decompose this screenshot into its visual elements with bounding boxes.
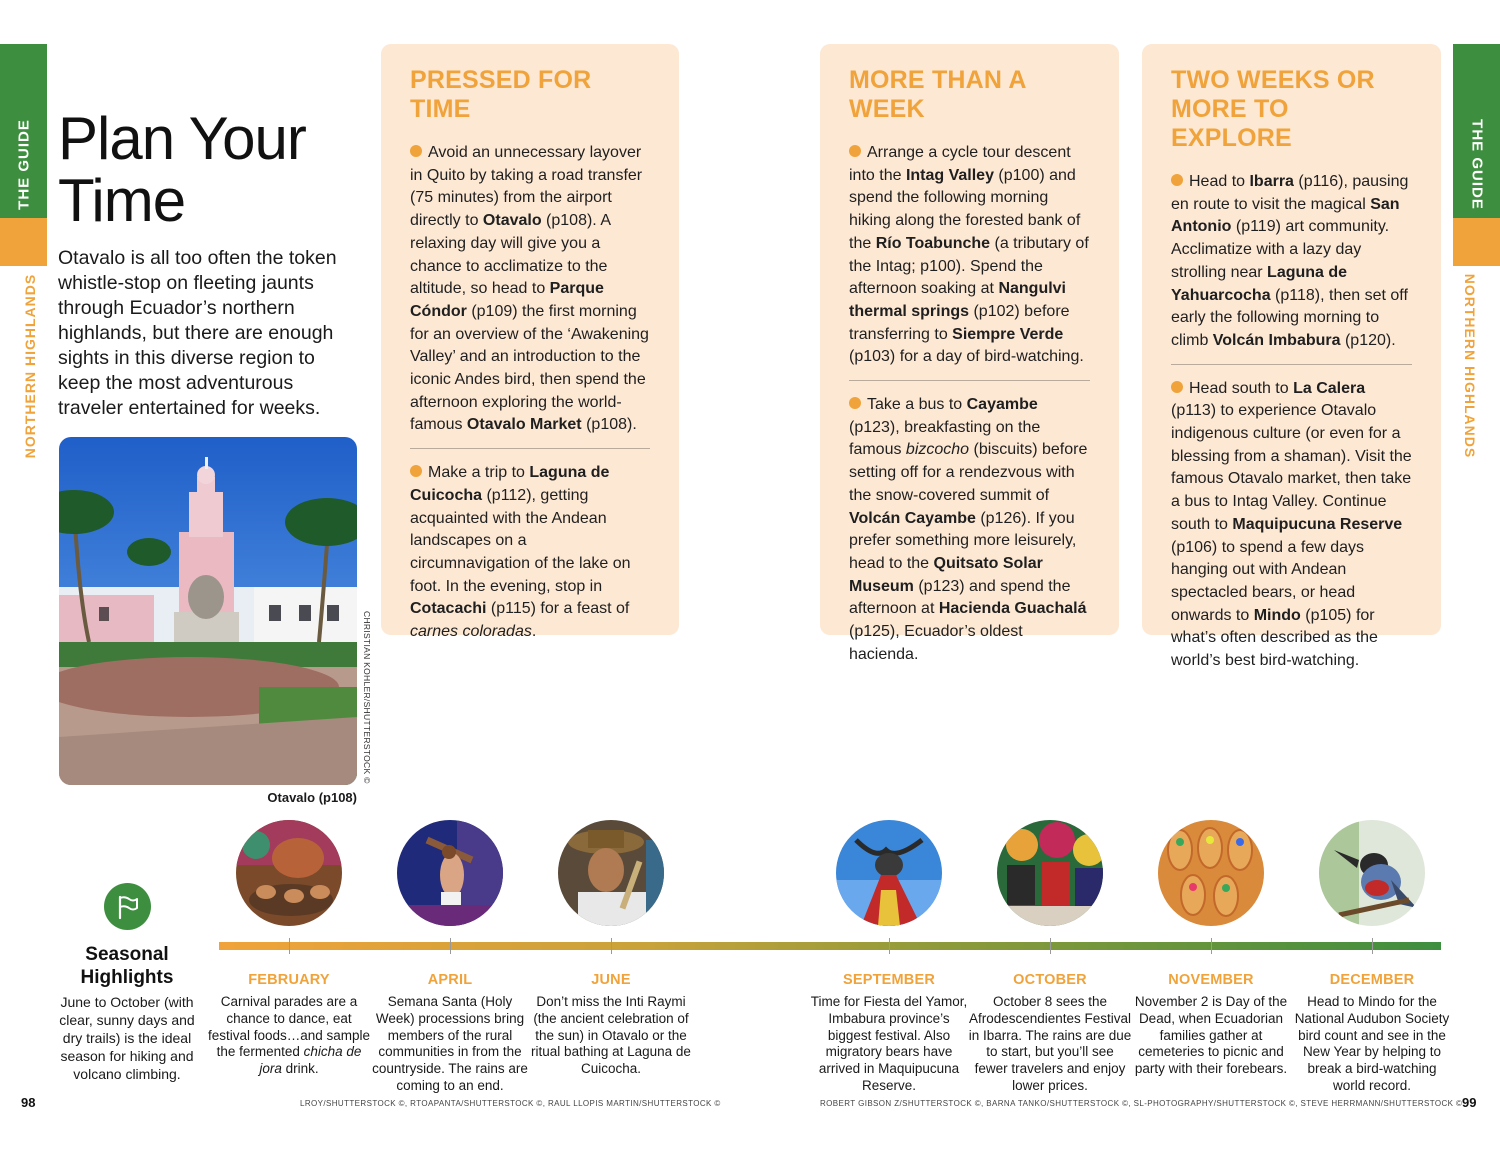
month-text bbox=[207, 994, 371, 1078]
bullet-dot bbox=[1171, 381, 1183, 393]
plaza-church-photo bbox=[59, 437, 357, 785]
text-run: Don’t miss the Inti Raymi (the ancient celebration of the sun) in Otavalo or the ritual bathing at Laguna de Cuicocha. bbox=[531, 994, 691, 1077]
text-run: Head to Mindo for the National Audubon Society bird count and see in the New Year by helping to break a bird-watching world record. bbox=[1294, 994, 1450, 1093]
text-run: (p109) the first morning for an overview of the ‘Awakening Valley’ and an introduction to the iconic Andes bird, then spend the afternoon exploring the world-famous bbox=[410, 302, 649, 434]
text-run: (p125), Ecuador’s oldest hacienda. bbox=[849, 623, 1023, 663]
photo-credit: CHRISTIAN KOHLER/SHUTTERSTOCK © bbox=[362, 611, 372, 784]
text-run: Carnival parades are a chance to dance, eat festival foods…and sample the fermented bbox=[207, 994, 371, 1060]
flag-icon bbox=[104, 883, 151, 930]
seasonal-title bbox=[62, 943, 192, 989]
place-name: Hacienda Guachalá bbox=[938, 600, 1087, 618]
itinerary-title: PRESSED FOR TIME bbox=[410, 66, 592, 123]
place-name: Río Toabunche bbox=[875, 234, 991, 252]
text-run: (p106) to spend a few days hanging out with Andean spectacled bears, or head onwards to bbox=[1171, 538, 1365, 624]
text-run: Head south to bbox=[1189, 379, 1294, 397]
text-run: (p119) art community. Acclimatize with a lazy day strolling near bbox=[1171, 218, 1390, 281]
text-run: (p102) before transferring to bbox=[849, 302, 1070, 343]
itinerary-box-two-weeks bbox=[1142, 44, 1441, 670]
bullet-dot bbox=[849, 145, 861, 157]
month-text bbox=[1290, 994, 1454, 1095]
toucan-bird-photo bbox=[1319, 820, 1425, 926]
text-run: Arrange a cycle tour descent into the bbox=[849, 144, 1071, 184]
guaguas-bread-photo bbox=[1158, 820, 1264, 926]
divider bbox=[849, 380, 1090, 381]
timeline-tick bbox=[1050, 938, 1051, 954]
text-run: Time for Fiesta del Yamor, Imbabura province’s biggest festival. Also migratory bears have arrived in Maquipucuna Reserve. bbox=[810, 994, 968, 1093]
place-name: Ibarra bbox=[1249, 173, 1294, 190]
month-september bbox=[807, 820, 971, 1095]
itinerary-item bbox=[849, 142, 1090, 369]
side-label-region-left: NORTHERN HIGHLANDS bbox=[22, 273, 38, 459]
place-name: Siempre Verde bbox=[952, 325, 1064, 343]
month-april bbox=[368, 820, 532, 1095]
itinerary-item bbox=[1171, 171, 1412, 353]
itinerary-box-more-than-a-week bbox=[820, 44, 1119, 663]
text-run: (p118), then set off early the following morning to climb bbox=[1171, 286, 1408, 349]
place-name: Otavalo bbox=[482, 212, 542, 230]
month-name: SEPTEMBER bbox=[842, 972, 936, 988]
side-label-guide-right: THE GUIDE bbox=[1468, 119, 1486, 210]
divider bbox=[410, 448, 650, 449]
seasonal-title-line2: Highlights bbox=[80, 967, 174, 988]
text-run: (p120). bbox=[1340, 331, 1396, 349]
text-run: (p126). If you prefer something more leisurely, head to the bbox=[849, 509, 1077, 572]
bullet-dot bbox=[410, 145, 422, 157]
italic-term: chicha de jora bbox=[259, 1044, 362, 1077]
month-text bbox=[807, 994, 971, 1095]
text-run: (p123), breakfasting on the famous bbox=[849, 418, 1041, 459]
italic-term: bizcocho bbox=[905, 441, 970, 459]
page-title-line1: Plan Your bbox=[58, 105, 306, 172]
side-label-region-right: NORTHERN HIGHLANDS bbox=[1462, 273, 1478, 459]
itinerary-item bbox=[849, 394, 1090, 666]
place-name: Cotacachi bbox=[410, 600, 487, 618]
text-run: (p116), pausing en route to visit the magical bbox=[1171, 173, 1409, 213]
place-name: Quitsato Solar Museum bbox=[849, 554, 1043, 595]
place-name: Mindo bbox=[1253, 606, 1301, 624]
month-text bbox=[1129, 994, 1293, 1078]
month-name: FEBRUARY bbox=[248, 972, 330, 988]
page-number-right: 99 bbox=[1462, 1095, 1477, 1110]
place-name: Intag Valley bbox=[905, 166, 994, 184]
place-name: Laguna de Cuicocha bbox=[410, 464, 610, 504]
bullet-dot bbox=[1171, 174, 1183, 186]
place-name: La Calera bbox=[1293, 379, 1366, 397]
text-run: (biscuits) before setting off for a rendezvous with the snow-covered summit of bbox=[849, 441, 1088, 504]
text-run: (p112), getting acquainted with the Andean landscapes on a circumnavigation of the lake on foot. In the evening, stop in bbox=[410, 486, 631, 595]
text-run: Semana Santa (Holy Week) processions bring members of the rural communities in from the countryside. The rains are coming to an end. bbox=[372, 994, 528, 1093]
divider bbox=[1171, 364, 1412, 365]
month-name: DECEMBER bbox=[1329, 972, 1415, 988]
month-october bbox=[968, 820, 1132, 1095]
itinerary-title: TWO WEEKS OR MORE TO EXPLORE bbox=[1171, 66, 1375, 152]
place-name: Nangulvi thermal springs bbox=[849, 280, 1066, 320]
timeline-tick bbox=[889, 938, 890, 954]
seasonal-title-line1: Seasonal bbox=[85, 944, 169, 965]
itinerary-box-pressed-for-time bbox=[381, 44, 679, 641]
itinerary-item bbox=[410, 462, 650, 644]
place-name: Volcán Imbabura bbox=[1212, 331, 1341, 349]
bullet-dot bbox=[849, 397, 861, 409]
text-run: (p105) for what’s often described as the world’s best bird-watching. bbox=[1171, 606, 1378, 670]
timeline-tick bbox=[450, 938, 451, 954]
text-run: (p123) and spend the afternoon at bbox=[849, 577, 1071, 618]
inti-raymi-photo bbox=[558, 820, 664, 926]
place-name: Laguna de Yahuarcocha bbox=[1171, 263, 1348, 304]
text-run: (p100) and spend the following morning hiking along the forested bank of the bbox=[849, 166, 1081, 252]
month-name: APRIL bbox=[427, 972, 473, 988]
text-run: (p113) to experience Otavalo indigenous culture (or even for a blessing from a shaman). Visit the famous Otavalo market, then take a bus to Intag Valley. Continue south to bbox=[1171, 402, 1412, 533]
month-name: NOVEMBER bbox=[1168, 972, 1254, 988]
intro-text: Otavalo is all too often the token whistle-stop on fleeting jaunts through Ecuador’s northern highlands, but there are enough sights in this diverse region to keep the most adventurous traveler entertained for weeks. bbox=[58, 247, 337, 419]
itinerary-title: MORE THAN A WEEK bbox=[849, 66, 1026, 123]
text-run: October 8 sees the Afrodescendientes Festival in Ibarra. The rains are due to start, but you’ll see fewer travelers and enjoy lower prices. bbox=[968, 994, 1132, 1093]
text-run: Make a trip to bbox=[428, 464, 530, 482]
itinerary-item bbox=[410, 142, 650, 437]
page-number-left: 98 bbox=[21, 1095, 36, 1110]
month-text bbox=[368, 994, 532, 1095]
month-june bbox=[529, 820, 693, 1078]
timeline-tick bbox=[611, 938, 612, 954]
month-text bbox=[529, 994, 693, 1078]
chicha-pottery-photo bbox=[236, 820, 342, 926]
text-run: (a tributary of the Intag; p100). Spend the afternoon soaking at bbox=[849, 234, 1089, 298]
month-february bbox=[207, 820, 371, 1078]
holy-week-photo bbox=[397, 820, 503, 926]
text-run: Head to bbox=[1189, 173, 1250, 190]
page-title bbox=[58, 105, 358, 234]
place-name: San Antonio bbox=[1171, 195, 1400, 236]
month-november bbox=[1129, 820, 1293, 1078]
text-run: Take a bus to bbox=[867, 396, 967, 414]
festival-dancers-photo bbox=[997, 820, 1103, 926]
text-run: (p115) for a feast of bbox=[486, 600, 630, 618]
text-run: drink. bbox=[281, 1061, 319, 1077]
bullet-dot bbox=[410, 465, 422, 477]
text-run: (p103) for a day of bird-watching. bbox=[849, 348, 1084, 366]
place-name: Cayambe bbox=[966, 396, 1038, 414]
month-name: OCTOBER bbox=[1013, 972, 1087, 988]
month-name: JUNE bbox=[591, 972, 631, 988]
place-name: Maquipucuna Reserve bbox=[1232, 515, 1403, 533]
month-text bbox=[968, 994, 1132, 1095]
side-label-guide-left: THE GUIDE bbox=[15, 119, 33, 210]
text-run: (p108). bbox=[581, 416, 637, 434]
fiesta-yamor-photo bbox=[836, 820, 942, 926]
itinerary-item bbox=[1171, 378, 1412, 673]
place-name: Parque Cóndor bbox=[410, 280, 604, 320]
text-run: Avoid an unnecessary layover in Quito by taking a road transfer (75 minutes) from the airport directly to bbox=[410, 144, 643, 230]
photo-caption: Otavalo (p108) bbox=[267, 790, 357, 805]
text-run: (p108). A relaxing day will give you a chance to acclimatize to the altitude, so head to bbox=[410, 212, 611, 298]
photo-credits-right: ROBERT GIBSON Z/SHUTTERSTOCK ©, BARNA TANKO/SHUTTERSTOCK ©, SL-PHOTOGRAPHY/SHUTTERSTOCK ©, STEVE HERRMANN/SHUTTERSTOCK © bbox=[820, 1099, 1463, 1108]
page-title-line2: Time bbox=[58, 167, 186, 234]
seasonal-description: June to October (with clear, sunny days and dry trails) is the ideal season for hiking and volcano climbing. bbox=[59, 994, 195, 1082]
timeline-tick bbox=[289, 938, 290, 954]
timeline-tick bbox=[1372, 938, 1373, 954]
place-name: Otavalo Market bbox=[466, 416, 582, 434]
photo-credits-left: LROY/SHUTTERSTOCK ©, RTOAPANTA/SHUTTERSTOCK ©, RAUL LLOPIS MARTIN/SHUTTERSTOCK © bbox=[300, 1099, 721, 1108]
place-name: Volcán Cayambe bbox=[849, 509, 976, 527]
text-run: November 2 is Day of the Dead, when Ecuadorian families gather at cemeteries to picnic and party with their forebears. bbox=[1134, 994, 1288, 1077]
text-run: . bbox=[531, 623, 537, 641]
month-december bbox=[1290, 820, 1454, 1095]
italic-term: carnes coloradas bbox=[410, 623, 532, 641]
timeline-tick bbox=[1211, 938, 1212, 954]
